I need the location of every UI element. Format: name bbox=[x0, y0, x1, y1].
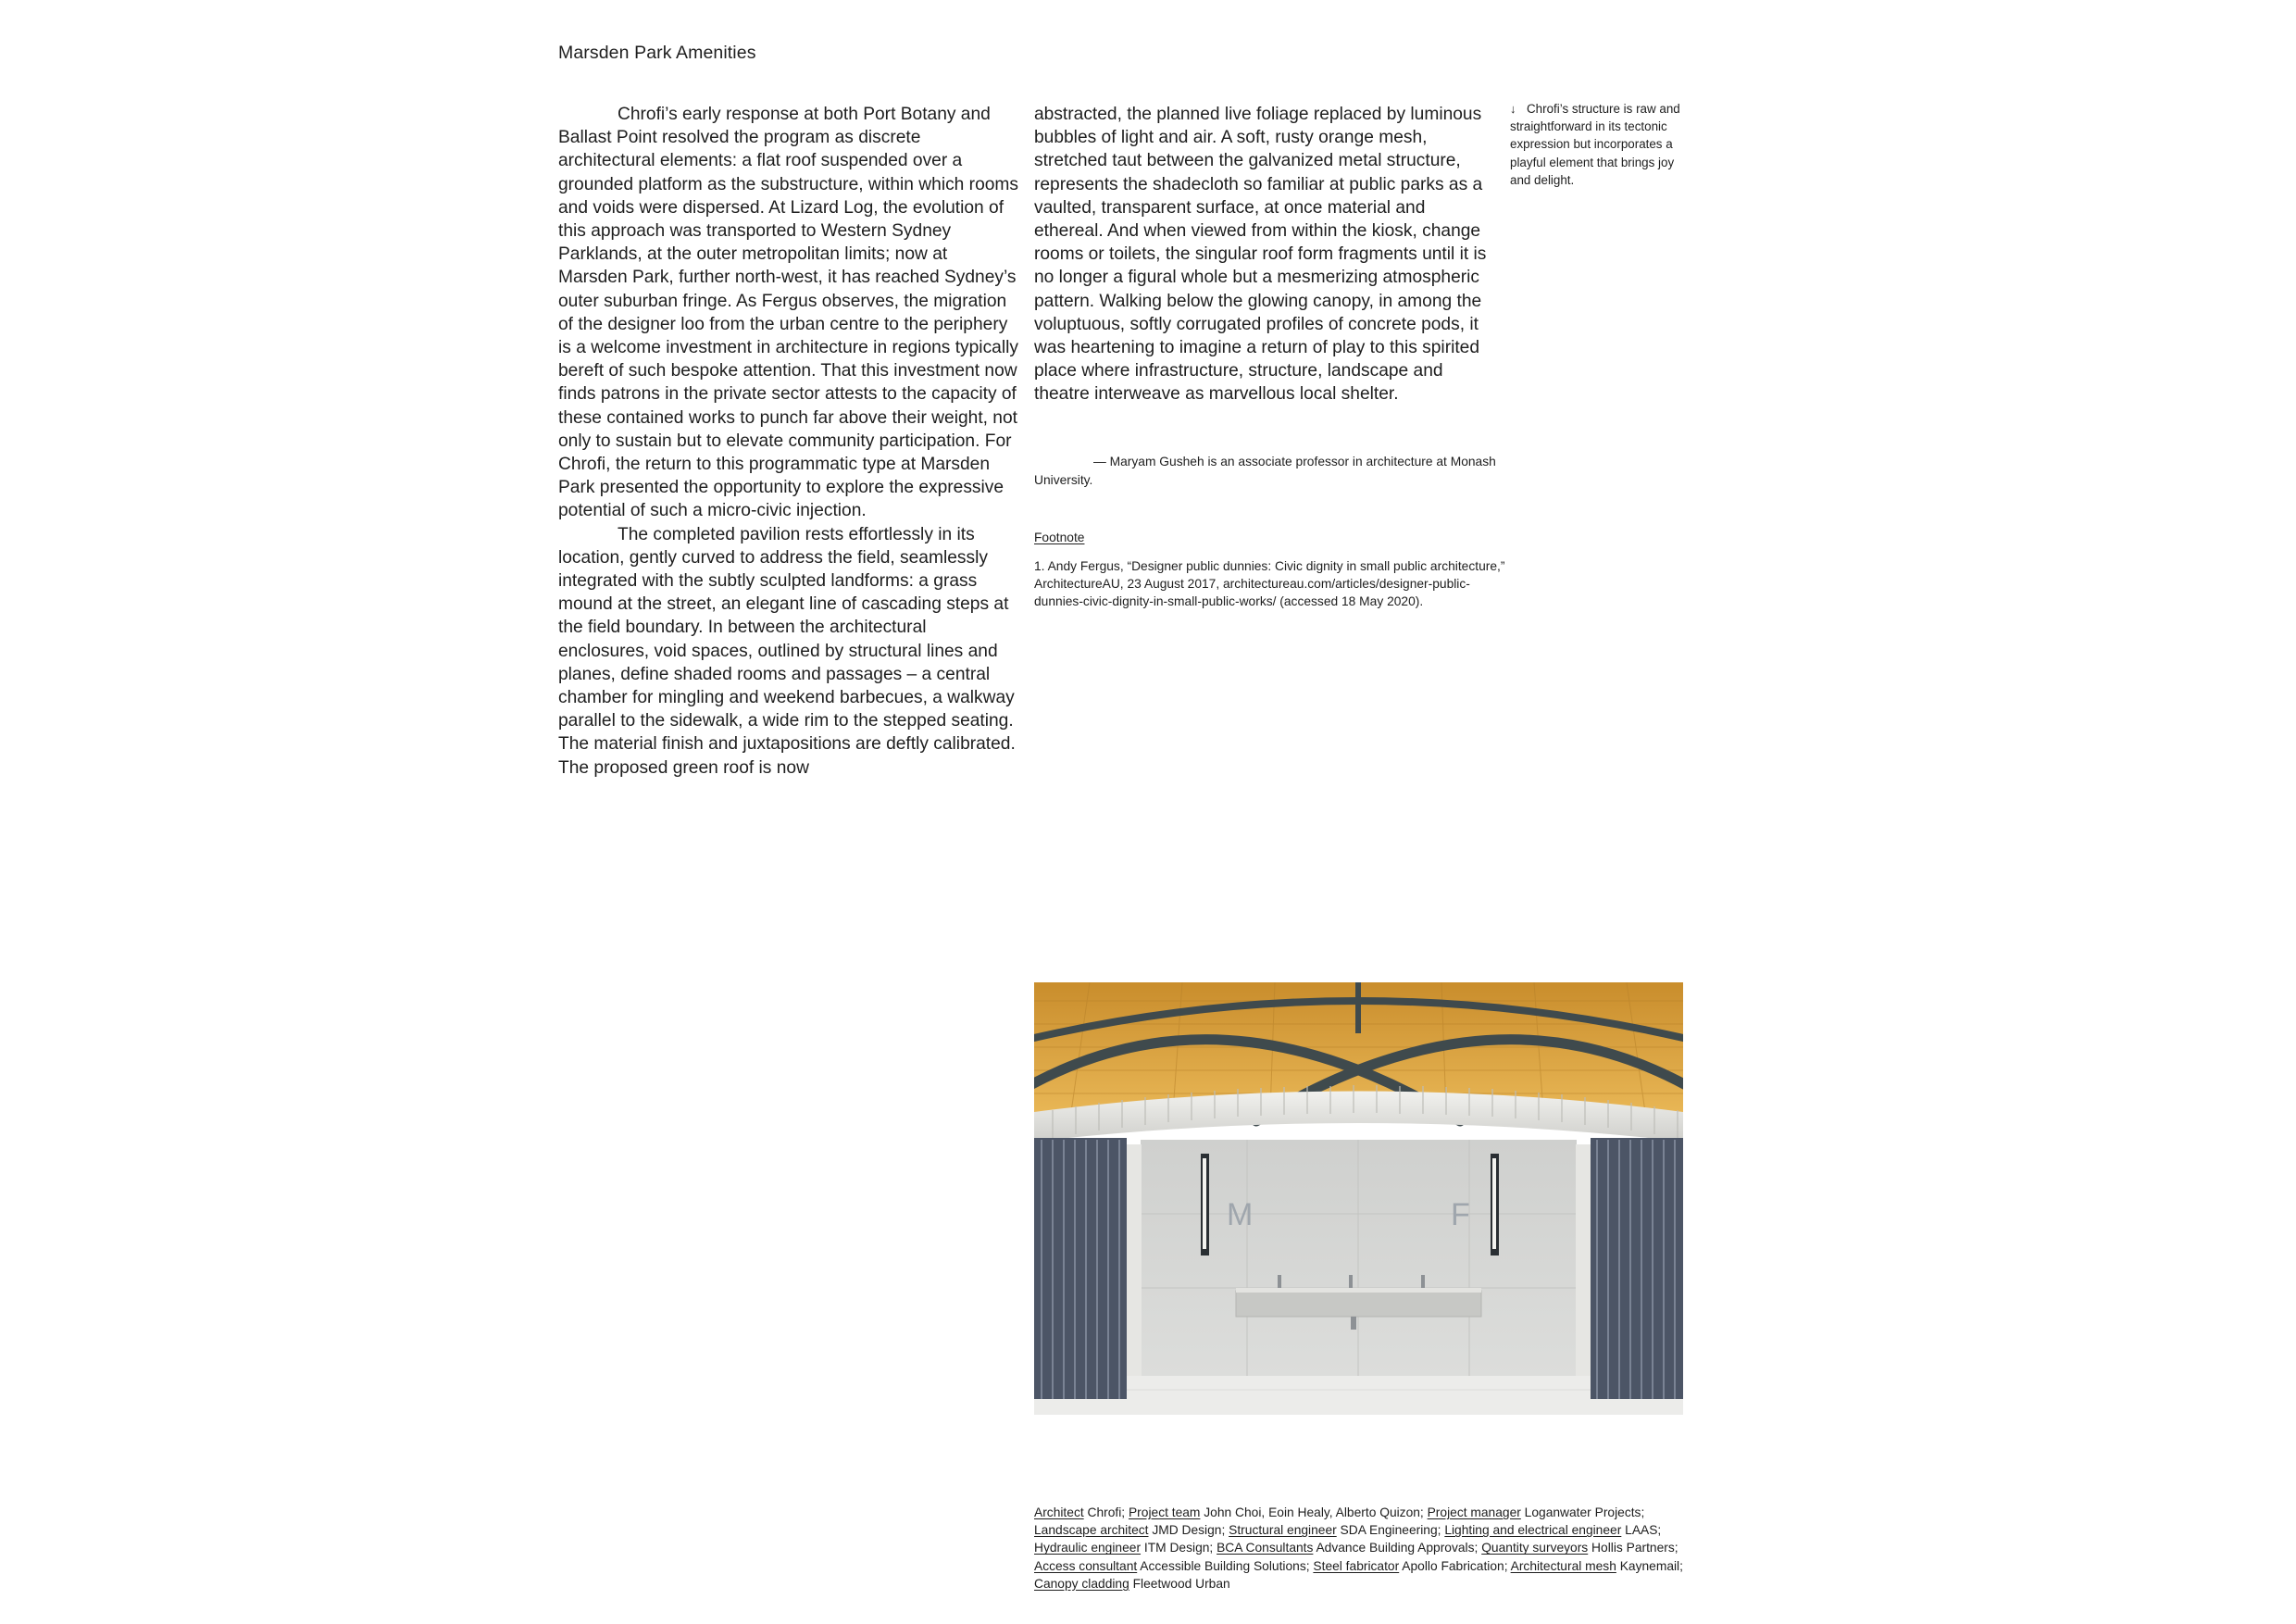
credit-role: Steel fabricator bbox=[1313, 1558, 1400, 1573]
footnote-text: Andy Fergus, “Designer public dunnies: Civic dignity in small public architecture,” ArchitectureAU, 23 August 2017, architectureau.com/articles/designer-public-dunnies-civic-dignity-in-small-public-works/ (accessed 18 May 2020). bbox=[1034, 559, 1505, 609]
credit-role: BCA Consultants bbox=[1217, 1541, 1314, 1555]
body-paragraph: Chrofi’s early response at both Port Botany and Ballast Point resolved the program as discrete architectural elements: a flat roof suspended over a grounded platform as the substructure, within which rooms and voids were dispersed. At Lizard Log, the evolution of this approach was transported to Western Sydney Parklands, at the outer metropolitan limits; now at Marsden Park, further north-west, it has reached Sydney’s outer suburban fringe. As Fergus observes, the migration of the designer loo from the urban centre to the periphery is a welcome investment in architecture in regions typically bereft of such bespoke attention. That this investment now finds patrons in the private sector attests to the capacity of these contained works to punch far above their weight, not only to sustain but to elevate community participation. For Chrofi, the return to this programmatic type at Marsden Park presented the opportunity to explore the expressive potential of such a micro-civic injection. bbox=[558, 105, 1018, 521]
wash-trough bbox=[1236, 1291, 1481, 1317]
author-byline bbox=[1034, 453, 1497, 489]
arrow-down-icon: ↓ bbox=[1510, 102, 1516, 116]
sign-female: F bbox=[1451, 1197, 1470, 1232]
credit-name: Apollo Fabrication; bbox=[1399, 1558, 1511, 1573]
credit-role: Access consultant bbox=[1034, 1558, 1138, 1573]
credit-role: Architectural mesh bbox=[1510, 1558, 1616, 1573]
credit-name: Hollis Partners; bbox=[1588, 1541, 1678, 1555]
body-column-right bbox=[1034, 103, 1497, 406]
floor bbox=[1034, 1376, 1683, 1415]
body-paragraph: The completed pavilion rests effortlessly in its location, gently curved to address the field, seamlessly integrated with the subtly sculpted landforms: a grass mound at the street, an elegant line of cascading steps at the field boundary. In between the architectural enclosures, void spaces, outlined by structural lines and planes, define shaded rooms and passages – a central chamber for mingling and weekend barbecues, a walkway parallel to the sidewalk, a wide rim to the stepped seating. The material finish and juxtapositions are deftly calibrated. The proposed green roof is now bbox=[558, 524, 1016, 778]
credit-role: Quantity surveyors bbox=[1481, 1541, 1589, 1555]
credit-name: John Choi, Eoin Healy, Alberto Quizon; bbox=[1200, 1505, 1428, 1519]
credit-role: Structural engineer bbox=[1229, 1523, 1337, 1538]
credit-role: Canopy cladding bbox=[1034, 1576, 1129, 1591]
credit-name: Advance Building Approvals; bbox=[1313, 1541, 1482, 1555]
credit-role: Project team bbox=[1128, 1505, 1201, 1519]
running-title: Marsden Park Amenities bbox=[558, 43, 756, 63]
footnote-title: Footnote bbox=[1034, 531, 1085, 544]
credit-role: Architect bbox=[1034, 1505, 1084, 1519]
fins-left bbox=[1034, 1138, 1127, 1399]
photo-caption bbox=[1510, 100, 1686, 189]
credit-name: ITM Design; bbox=[1141, 1541, 1217, 1555]
credit-name: Accessible Building Solutions; bbox=[1137, 1558, 1314, 1573]
body-column-left bbox=[558, 103, 1021, 780]
credit-name: SDA Engineering; bbox=[1336, 1523, 1445, 1538]
credit-role: Hydraulic engineer bbox=[1034, 1541, 1142, 1555]
credit-name: JMD Design; bbox=[1148, 1523, 1229, 1538]
pavilion-interior-image bbox=[1034, 982, 1683, 1415]
caption-text: Chrofi’s structure is raw and straightforward in its tectonic expression but incorporates a playful element that brings joy and delight. bbox=[1510, 102, 1680, 187]
credit-name: Loganwater Projects; bbox=[1520, 1505, 1645, 1519]
credit-name: Kaynemail; bbox=[1616, 1558, 1683, 1573]
credit-name: Chrofi; bbox=[1083, 1505, 1129, 1519]
footnote-number: 1. bbox=[1034, 559, 1045, 573]
footnote-entry bbox=[1034, 557, 1506, 611]
fins-right bbox=[1591, 1138, 1683, 1399]
credit-role: Landscape architect bbox=[1034, 1523, 1149, 1538]
credit-role: Project manager bbox=[1427, 1505, 1521, 1519]
credit-role: Lighting and electrical engineer bbox=[1444, 1523, 1622, 1538]
credit-name: Fleetwood Urban bbox=[1129, 1576, 1230, 1591]
credit-name: LAAS; bbox=[1621, 1523, 1662, 1538]
pavilion-photo bbox=[1034, 982, 1683, 1415]
project-credits bbox=[1034, 1504, 1701, 1593]
body-paragraph: abstracted, the planned live foliage replaced by luminous bubbles of light and air. A soft, rusty orange mesh, stretched taut between the galvanized metal structure, represents the shadecloth so familiar at public parks as a vaulted, transparent surface, at once material and ethereal. And when viewed from within the kiosk, change rooms or toilets, the singular roof form fragments until it is no longer a figural whole but a mesmerizing atmospheric pattern. Walking below the glowing canopy, in among the voluptuous, softly corrugated profiles of concrete pods, it was heartening to imagine a return of play to this spirited place where infrastructure, structure, landscape and theatre interweave as marvellous local shelter. bbox=[1034, 105, 1487, 405]
sign-male: M bbox=[1227, 1197, 1254, 1232]
byline-text: — Maryam Gusheh is an associate professor in architecture at Monash University. bbox=[1034, 455, 1496, 487]
